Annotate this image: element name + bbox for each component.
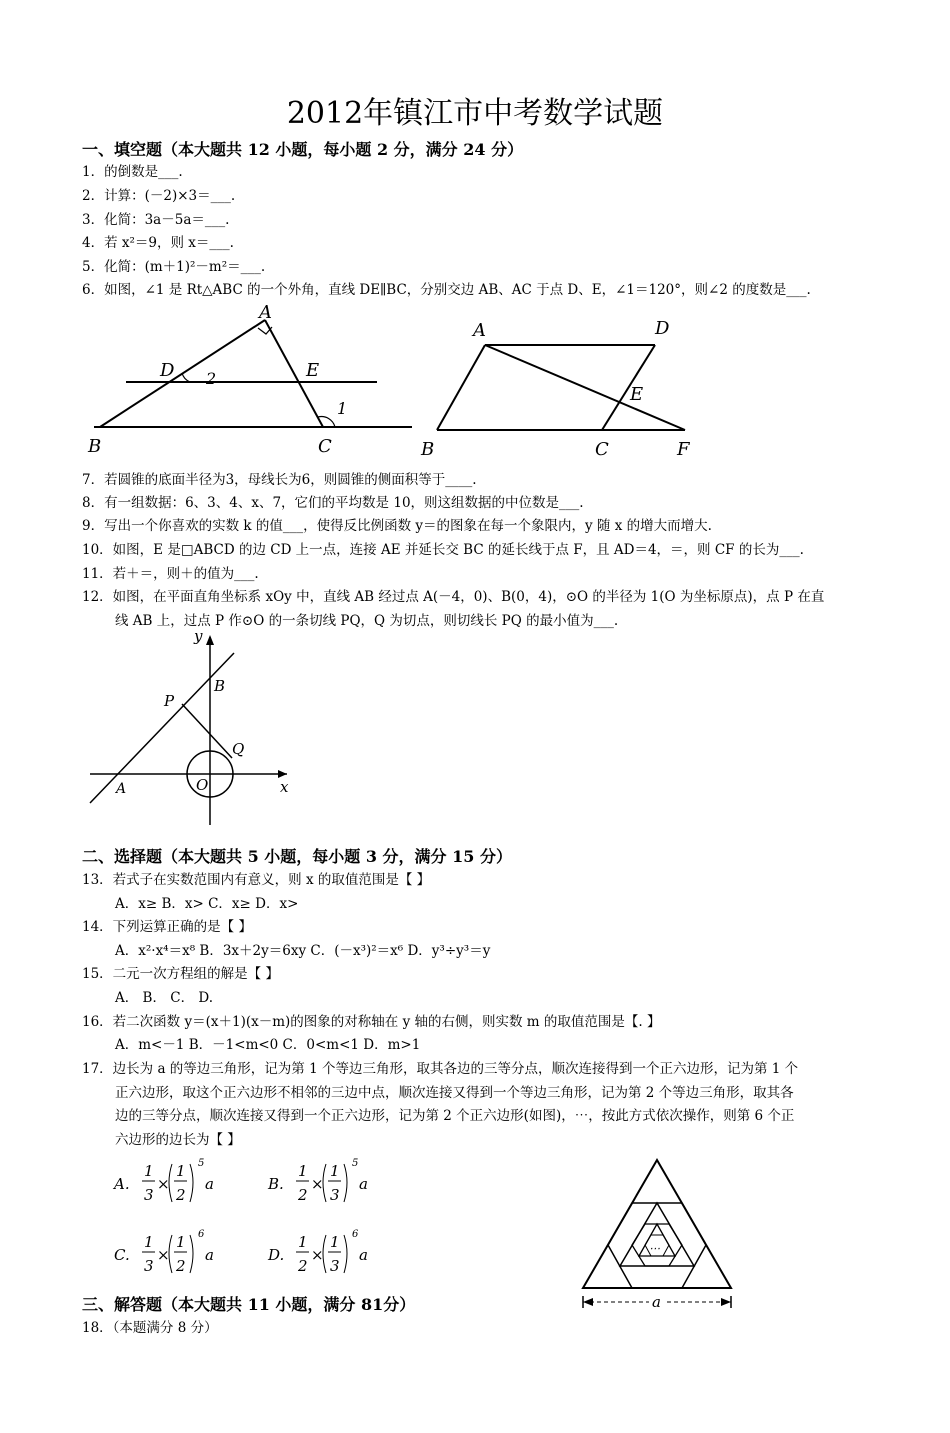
- figure-q12-coordinate: [82, 625, 302, 830]
- fig10-label-d: D: [655, 318, 670, 339]
- fig10-label-c: C: [595, 439, 609, 460]
- option-c-num1: 1: [144, 1233, 154, 1251]
- question-15-options: A． B． C． D.: [115, 990, 214, 1006]
- option-d-den1: 2: [298, 1257, 308, 1275]
- option-b-times: ×: [311, 1175, 324, 1193]
- fig10-label-f: F: [677, 439, 690, 460]
- option-b-den2: 3: [330, 1186, 340, 1204]
- option-c: [114, 1229, 214, 1275]
- question-16: 16．若二次函数 y＝(x＋1)(x－m)的图象的对称轴在 y 轴的右侧，则实数 m 的取值范围是【. 】: [82, 1014, 661, 1030]
- fig12-label-q: Q: [232, 740, 245, 758]
- option-d-var: a: [359, 1246, 368, 1264]
- fig6-angle-1: 1: [337, 399, 348, 418]
- fig12-axis-x: x: [280, 778, 289, 796]
- question-14-options: A．x²·x⁴＝x⁸ B．3x＋2y＝6xy C．(－x³)²＝x⁶ D．y³÷y³＝y: [115, 943, 491, 959]
- option-d-num1: 1: [298, 1233, 308, 1251]
- section-heading-solve: 三、解答题（本大题共 11 小题，满分 81分）: [82, 1295, 416, 1314]
- fig6-label-d: D: [160, 360, 175, 381]
- question-17-line-1: 17．边长为 a 的等边三角形，记为第 1 个等边三角形，取其各边的三等分点，顺次连接得到一个正六边形，记为第 1 个: [82, 1061, 799, 1077]
- option-a-num2: 1: [176, 1162, 186, 1180]
- option-c-times: ×: [157, 1246, 170, 1264]
- page-title: 2012年镇江市中考数学试题: [286, 96, 664, 131]
- option-c-var: a: [205, 1246, 214, 1264]
- option-a-exponent: 5: [198, 1158, 205, 1169]
- option-d-den2: 3: [330, 1257, 340, 1275]
- fig12-axis-y: y: [194, 627, 203, 645]
- option-d-exponent: 6: [352, 1229, 359, 1240]
- fig10-label-e: E: [630, 384, 644, 405]
- option-a-var: a: [205, 1175, 214, 1193]
- fig12-label-a: A: [116, 781, 127, 797]
- question-13-options: A．x≥ B．x> C．x≥ D．x>: [115, 896, 299, 912]
- option-b: [267, 1158, 368, 1204]
- question-17-line-4: 六边形的边长为【 】: [115, 1132, 241, 1148]
- option-b-num1: 1: [298, 1162, 308, 1180]
- figure-q17-nested-triangles: [575, 1150, 745, 1315]
- question-1: 1．的倒数是___.: [82, 164, 183, 180]
- option-b-num2: 1: [330, 1162, 340, 1180]
- figure-q6-triangle: [82, 300, 417, 460]
- question-5: 5．化简：(m＋1)²－m²＝___.: [82, 259, 266, 275]
- fig12-label-p: P: [164, 692, 175, 710]
- fig10-label-b: B: [421, 439, 435, 460]
- option-c-label: C.: [114, 1246, 130, 1264]
- option-a: [112, 1158, 214, 1204]
- question-14: 14．下列运算正确的是【 】: [82, 919, 252, 935]
- question-9: 9．写出一个你喜欢的实数 k 的值___，使得反比例函数 y＝的图象在每一个象限内，y 随 x 的增大而增大.: [82, 518, 712, 534]
- fig6-label-a: A: [259, 302, 272, 323]
- question-16-options: A．m<－1 B．－1<m<0 C．0<m<1 D．m>1: [115, 1037, 421, 1053]
- section-heading-fill-in: 一、填空题（本大题共 12 小题，每小题 2 分，满分 24 分）: [82, 140, 524, 159]
- fig10-label-a: A: [473, 320, 486, 341]
- option-d-times: ×: [311, 1246, 324, 1264]
- fig12-label-o: O: [196, 776, 209, 794]
- question-17-line-2: 正六边形，取这个正六边形不相邻的三边中点，顺次连接又得到一个等边三角形，记为第 2 个等边三角形，取其各: [115, 1085, 794, 1101]
- fig17-label-a: a: [652, 1293, 661, 1311]
- question-6: 6．如图，∠1 是 Rt△ABC 的一个外角，直线 DE∥BC，分别交边 AB、AC 于点 D、E，∠1＝120°，则∠2 的度数是___.: [82, 282, 811, 298]
- question-15: 15．二元一次方程组的解是【 】: [82, 966, 279, 982]
- option-b-exponent: 5: [352, 1158, 359, 1169]
- option-c-den1: 3: [144, 1257, 154, 1275]
- question-10: 10．如图，E 是□ABCD 的边 CD 上一点，连接 AE 并延长交 BC 的延长线于点 F，且 AD＝4，＝，则 CF 的长为___.: [82, 542, 804, 558]
- question-12-line-1: 12．如图，在平面直角坐标系 xOy 中，直线 AB 经过点 A(－4，0)、B(0，4)，⊙O 的半径为 1(O 为坐标原点)，点 P 在直: [82, 589, 825, 605]
- option-a-num1: 1: [144, 1162, 154, 1180]
- option-a-times: ×: [157, 1175, 170, 1193]
- fig6-label-b: B: [88, 436, 102, 457]
- question-8: 8．有一组数据：6、3、4、x、7，它们的平均数是 10，则这组数据的中位数是___.: [82, 495, 584, 511]
- question-3: 3．化简：3a－5a＝___.: [82, 212, 230, 228]
- question-17-options: [110, 1152, 410, 1287]
- fig6-label-c: C: [318, 436, 332, 457]
- fig17-ellipsis: ⋯: [649, 1242, 660, 1255]
- fig6-label-e: E: [306, 360, 320, 381]
- option-d-label: D.: [268, 1246, 285, 1264]
- section-heading-choice: 二、选择题（本大题共 5 小题，每小题 3 分，满分 15 分）: [82, 847, 512, 866]
- question-4: 4．若 x²＝9，则 x＝___.: [82, 235, 234, 251]
- question-7: 7．若圆锥的底面半径为3，母线长为6，则圆锥的侧面积等于____.: [82, 472, 477, 488]
- option-d-num2: 1: [330, 1233, 340, 1251]
- option-c-exponent: 6: [198, 1229, 205, 1240]
- option-b-var: a: [359, 1175, 368, 1193]
- option-a-den1: 3: [144, 1186, 154, 1204]
- question-2: 2．计算：(－2)×3＝___.: [82, 188, 236, 204]
- option-d: [267, 1229, 368, 1275]
- question-11: 11．若＋＝，则＋的值为___.: [82, 566, 259, 582]
- question-18: 18．（本题满分 8 分）: [82, 1320, 218, 1336]
- fig6-angle-2: 2: [206, 369, 217, 388]
- option-c-num2: 1: [176, 1233, 186, 1251]
- figure-q10-parallelogram: [415, 310, 715, 460]
- question-12-line-2: 线 AB 上，过点 P 作⊙O 的一条切线 PQ，Q 为切点，则切线长 PQ 的最小值为___.: [115, 613, 619, 629]
- option-b-den1: 2: [298, 1186, 308, 1204]
- fig12-label-b: B: [214, 677, 226, 695]
- question-17-line-3: 边的三等分点，顺次连接又得到一个正六边形，记为第 2 个正六边形(如图)，⋯，按此方式依次操作，则第 6 个正: [115, 1108, 795, 1124]
- option-b-label: B.: [268, 1175, 284, 1193]
- option-a-label: A.: [114, 1175, 130, 1193]
- question-13: 13．若式子在实数范围内有意义，则 x 的取值范围是【 】: [82, 872, 431, 888]
- option-a-den2: 2: [176, 1186, 186, 1204]
- option-c-den2: 2: [176, 1257, 186, 1275]
